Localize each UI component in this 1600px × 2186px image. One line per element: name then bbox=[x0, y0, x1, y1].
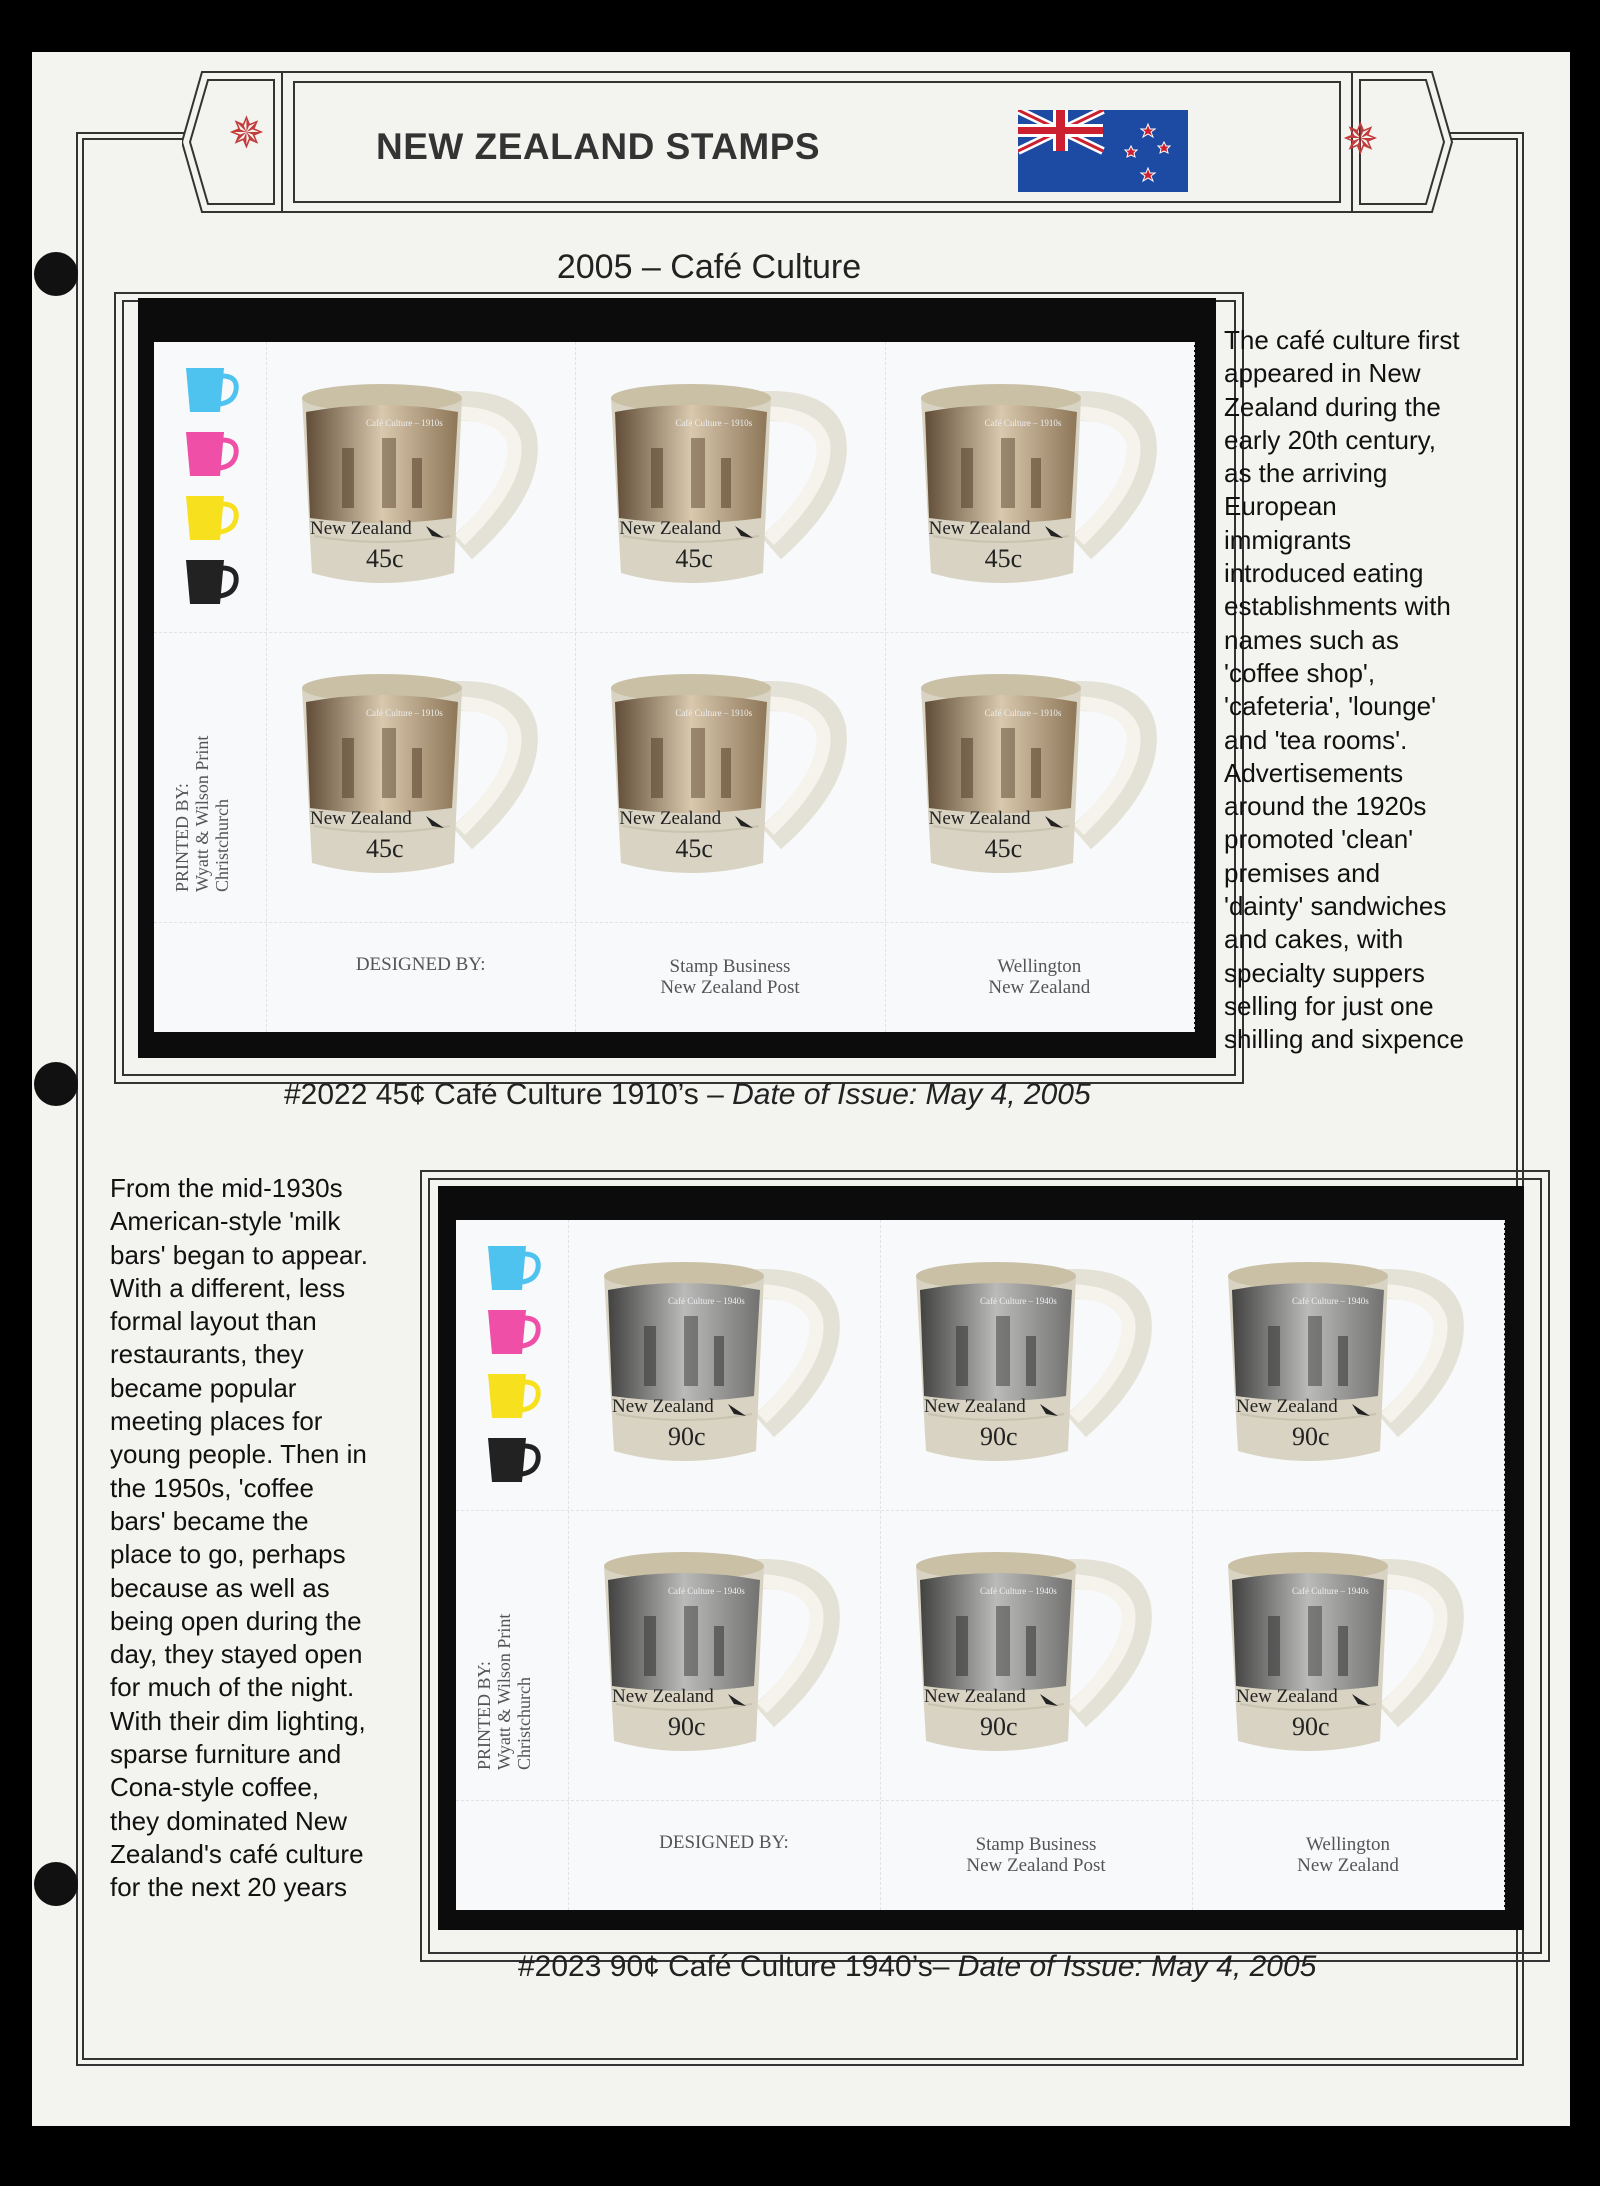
fern-logo-icon bbox=[726, 1400, 748, 1420]
section-title: 2005 – Café Culture bbox=[556, 248, 862, 286]
stamp-4 bbox=[584, 1536, 854, 1776]
description-line: around the 1920s bbox=[1224, 791, 1427, 822]
description-line: 'dainty' sandwiches bbox=[1224, 891, 1447, 922]
description-line: introduced eating bbox=[1224, 558, 1424, 589]
stamp-series-label: Café Culture – 1940s bbox=[1292, 1296, 1369, 1306]
stamp-value-label: 45c bbox=[984, 544, 1023, 573]
perforation-line bbox=[154, 922, 1194, 923]
sheet-1-caption-date: Date of Issue: May 4, 2005 bbox=[732, 1078, 1091, 1111]
printed-by-line: PRINTED BY: bbox=[474, 1661, 494, 1770]
stamp-country-label: New Zealand bbox=[928, 518, 1031, 539]
sheet-2-caption-date: Date of Issue: May 4, 2005 bbox=[957, 1950, 1317, 1983]
perforation-line bbox=[1194, 342, 1195, 1032]
stamp-country-label: New Zealand bbox=[619, 808, 722, 829]
coffee-mug-icon bbox=[584, 1536, 854, 1776]
stamp-series-label: Café Culture – 1910s bbox=[366, 418, 443, 428]
description-line: appeared in New bbox=[1224, 358, 1421, 389]
designer-agency-label bbox=[575, 956, 884, 998]
color-registration-cup-icon-cyan bbox=[182, 364, 242, 418]
description-line: formal layout than bbox=[110, 1306, 317, 1337]
coffee-mug-icon bbox=[282, 658, 552, 898]
star-icon-right: ✵ bbox=[1342, 115, 1379, 164]
description-line: meeting places for bbox=[110, 1406, 323, 1437]
description-line: restaurants, they bbox=[110, 1339, 304, 1370]
album-page bbox=[32, 52, 1570, 2126]
designer-agency-label-line: New Zealand Post bbox=[660, 977, 800, 998]
stamp-series-label: Café Culture – 1910s bbox=[366, 708, 443, 718]
designer-location-label bbox=[885, 956, 1194, 998]
printed-by-line: Wyatt & Wilson Print bbox=[494, 1613, 514, 1770]
description-line: and cakes, with bbox=[1224, 924, 1404, 955]
stamp-value-label: 90c bbox=[980, 1422, 1018, 1451]
designed-by-label-line: DESIGNED BY: bbox=[355, 954, 486, 975]
description-line: With a different, less bbox=[110, 1272, 346, 1303]
coffee-mug-icon bbox=[282, 368, 552, 608]
description-line: The café culture first bbox=[1224, 325, 1460, 355]
stamp-series-label: Café Culture – 1940s bbox=[980, 1586, 1057, 1596]
stamp-3 bbox=[901, 368, 1171, 608]
description-line: and 'tea rooms'. bbox=[1224, 724, 1408, 755]
sheet-2-stamp-sheet bbox=[456, 1220, 1504, 1910]
description-line: for the next 20 years bbox=[110, 1872, 348, 1903]
sheet-2-caption-main: #2023 90¢ Café Culture 1940’s– bbox=[518, 1950, 958, 1983]
description-line: because as well as bbox=[110, 1572, 330, 1603]
stamp-country-label: New Zealand bbox=[928, 808, 1031, 829]
fern-logo-icon bbox=[424, 522, 446, 542]
binder-hole bbox=[34, 1862, 78, 1906]
fern-logo-icon bbox=[726, 1690, 748, 1710]
stamp-2 bbox=[896, 1246, 1166, 1486]
description-line: Cona-style coffee, bbox=[110, 1772, 320, 1803]
description-line: European bbox=[1224, 491, 1337, 522]
perforation-line bbox=[1504, 1220, 1505, 1910]
fern-logo-icon bbox=[733, 812, 755, 832]
stamp-value-label: 90c bbox=[980, 1712, 1018, 1741]
sheet-1-caption bbox=[284, 1078, 1091, 1112]
description-line: shilling and sixpence bbox=[1224, 1024, 1464, 1055]
description-line: became popular bbox=[110, 1372, 297, 1403]
description-line: From the mid-1930s bbox=[110, 1173, 343, 1203]
description-line: early 20th century, bbox=[1224, 424, 1436, 455]
description-line: they dominated New bbox=[110, 1805, 348, 1836]
stamp-country-label: New Zealand bbox=[619, 518, 722, 539]
stamp-country-label: New Zealand bbox=[924, 1686, 1026, 1707]
coffee-mug-icon bbox=[591, 658, 861, 898]
description-line: as the arriving bbox=[1224, 458, 1388, 489]
description-line: promoted 'clean' bbox=[1224, 824, 1414, 855]
perforation-line bbox=[456, 1510, 1504, 1511]
stamp-5 bbox=[591, 658, 861, 898]
stamp-value-label: 90c bbox=[668, 1712, 706, 1741]
color-registration-cup-icon-yellow bbox=[182, 492, 242, 546]
stamp-value-label: 90c bbox=[1292, 1712, 1330, 1741]
stamp-series-label: Café Culture – 1910s bbox=[675, 708, 753, 718]
stamp-value-label: 90c bbox=[668, 1422, 706, 1451]
stamp-1 bbox=[282, 368, 552, 608]
description-line: Zealand's café culture bbox=[110, 1838, 364, 1869]
description-line: Zealand during the bbox=[1224, 391, 1441, 422]
stamp-6 bbox=[901, 658, 1171, 898]
description-line: American-style 'milk bbox=[110, 1206, 341, 1237]
description-line: bars' became the bbox=[110, 1505, 309, 1536]
stamp-value-label: 45c bbox=[366, 544, 404, 573]
sheet-1-caption-main: #2022 45¢ Café Culture 1910’s – bbox=[284, 1078, 733, 1111]
fern-logo-icon bbox=[1038, 1400, 1060, 1420]
designer-location-label-line: New Zealand bbox=[1297, 1855, 1399, 1876]
coffee-mug-icon bbox=[896, 1246, 1166, 1486]
description-2 bbox=[110, 1172, 368, 1905]
designer-location-label bbox=[1192, 1834, 1504, 1876]
sheet-2-caption bbox=[518, 1950, 1316, 1984]
stamp-series-label: Café Culture – 1910s bbox=[675, 418, 753, 428]
description-line: establishments with bbox=[1224, 591, 1451, 622]
star-icon-left: ✵ bbox=[228, 109, 265, 158]
fern-logo-icon bbox=[1350, 1400, 1372, 1420]
printed-by-line: Wyatt & Wilson Print bbox=[192, 735, 212, 892]
fern-logo-icon bbox=[424, 812, 446, 832]
stamp-value-label: 45c bbox=[675, 834, 713, 863]
printed-by-label bbox=[474, 1560, 534, 1770]
designer-agency-label-line: Stamp Business bbox=[975, 1834, 1097, 1855]
color-registration-cup-icon-magenta bbox=[182, 428, 242, 482]
description-line: Advertisements bbox=[1224, 757, 1404, 788]
description-line: for much of the night. bbox=[110, 1672, 355, 1703]
stamp-5 bbox=[896, 1536, 1166, 1776]
stamp-2 bbox=[591, 368, 861, 608]
description-1 bbox=[1224, 324, 1464, 1057]
sheet-1-stamp-sheet bbox=[154, 342, 1194, 1032]
perforation-line bbox=[154, 632, 1194, 633]
new-zealand-flag-icon bbox=[1018, 110, 1188, 192]
perforation-line bbox=[456, 1800, 1504, 1801]
coffee-mug-icon bbox=[896, 1536, 1166, 1776]
binder-hole bbox=[34, 1062, 78, 1106]
printed-by-line: PRINTED BY: bbox=[172, 783, 192, 892]
fern-logo-icon bbox=[1043, 812, 1065, 832]
color-registration-cup-icon-black bbox=[484, 1434, 544, 1488]
designer-agency-label-line: New Zealand Post bbox=[966, 1855, 1106, 1876]
stamp-country-label: New Zealand bbox=[310, 518, 412, 539]
stamp-series-label: Café Culture – 1910s bbox=[984, 418, 1062, 428]
coffee-mug-icon bbox=[584, 1246, 854, 1486]
description-line: 'cafeteria', 'lounge' bbox=[1224, 691, 1437, 722]
stamp-value-label: 45c bbox=[984, 834, 1023, 863]
fern-logo-icon bbox=[1350, 1690, 1372, 1710]
coffee-mug-icon bbox=[901, 658, 1171, 898]
description-line: place to go, perhaps bbox=[110, 1539, 346, 1570]
perforation-line bbox=[885, 342, 886, 1032]
fern-logo-icon bbox=[1043, 522, 1065, 542]
designer-location-label-line: Wellington bbox=[1306, 1834, 1390, 1855]
stamp-country-label: New Zealand bbox=[310, 808, 412, 829]
description-line: bars' began to appear. bbox=[110, 1239, 368, 1270]
designed-by-label bbox=[568, 1832, 880, 1853]
fern-logo-icon bbox=[733, 522, 755, 542]
stamp-value-label: 45c bbox=[366, 834, 404, 863]
stamp-series-label: Café Culture – 1940s bbox=[1292, 1586, 1369, 1596]
coffee-mug-icon bbox=[901, 368, 1171, 608]
header-banner bbox=[182, 62, 1462, 222]
designed-by-label bbox=[266, 954, 575, 975]
description-line: names such as bbox=[1224, 624, 1399, 655]
description-line: premises and bbox=[1224, 857, 1381, 888]
printed-by-line: Christchurch bbox=[514, 1677, 534, 1770]
stamp-4 bbox=[282, 658, 552, 898]
designer-location-label-line: New Zealand bbox=[988, 977, 1091, 998]
designer-location-label-line: Wellington bbox=[997, 956, 1082, 977]
stamp-country-label: New Zealand bbox=[612, 1686, 714, 1707]
color-registration-cup-icon-yellow bbox=[484, 1370, 544, 1424]
designer-agency-label-line: Stamp Business bbox=[669, 956, 791, 977]
page-title: NEW ZEALAND STAMPS bbox=[376, 126, 821, 167]
coffee-mug-icon bbox=[1208, 1246, 1478, 1486]
description-line: the 1950s, 'coffee bbox=[110, 1472, 314, 1503]
perforation-line bbox=[880, 1220, 881, 1910]
stamp-1 bbox=[584, 1246, 854, 1486]
description-line: young people. Then in bbox=[110, 1439, 367, 1470]
stamp-country-label: New Zealand bbox=[924, 1396, 1026, 1417]
description-line: specialty suppers bbox=[1224, 957, 1425, 988]
description-line: being open during the bbox=[110, 1605, 362, 1636]
color-registration-cup-icon-cyan bbox=[484, 1242, 544, 1296]
designer-agency-label bbox=[880, 1834, 1192, 1876]
description-line: 'coffee shop', bbox=[1224, 657, 1376, 688]
printed-by-line: Christchurch bbox=[212, 799, 232, 892]
perforation-line bbox=[568, 1220, 569, 1910]
stamp-value-label: 90c bbox=[1292, 1422, 1330, 1451]
description-line: With their dim lighting, bbox=[110, 1705, 366, 1736]
stamp-series-label: Café Culture – 1910s bbox=[984, 708, 1062, 718]
stamp-country-label: New Zealand bbox=[1236, 1396, 1338, 1417]
color-registration-cup-icon-magenta bbox=[484, 1306, 544, 1360]
stamp-series-label: Café Culture – 1940s bbox=[980, 1296, 1057, 1306]
stamp-series-label: Café Culture – 1940s bbox=[668, 1586, 745, 1596]
description-line: immigrants bbox=[1224, 524, 1352, 555]
description-line: sparse furniture and bbox=[110, 1739, 342, 1770]
stamp-6 bbox=[1208, 1536, 1478, 1776]
description-line: day, they stayed open bbox=[110, 1639, 363, 1670]
coffee-mug-icon bbox=[1208, 1536, 1478, 1776]
fern-logo-icon bbox=[1038, 1690, 1060, 1710]
stamp-3 bbox=[1208, 1246, 1478, 1486]
color-registration-cup-icon-black bbox=[182, 556, 242, 610]
stamp-country-label: New Zealand bbox=[1236, 1686, 1338, 1707]
perforation-line bbox=[266, 342, 267, 1032]
description-line: selling for just one bbox=[1224, 990, 1434, 1021]
stamp-series-label: Café Culture – 1940s bbox=[668, 1296, 745, 1306]
designed-by-label-line: DESIGNED BY: bbox=[659, 1832, 789, 1853]
perforation-line bbox=[1192, 1220, 1193, 1910]
stamp-country-label: New Zealand bbox=[612, 1396, 714, 1417]
perforation-line bbox=[575, 342, 576, 1032]
coffee-mug-icon bbox=[591, 368, 861, 608]
stamp-value-label: 45c bbox=[675, 544, 713, 573]
printed-by-label bbox=[172, 682, 232, 892]
